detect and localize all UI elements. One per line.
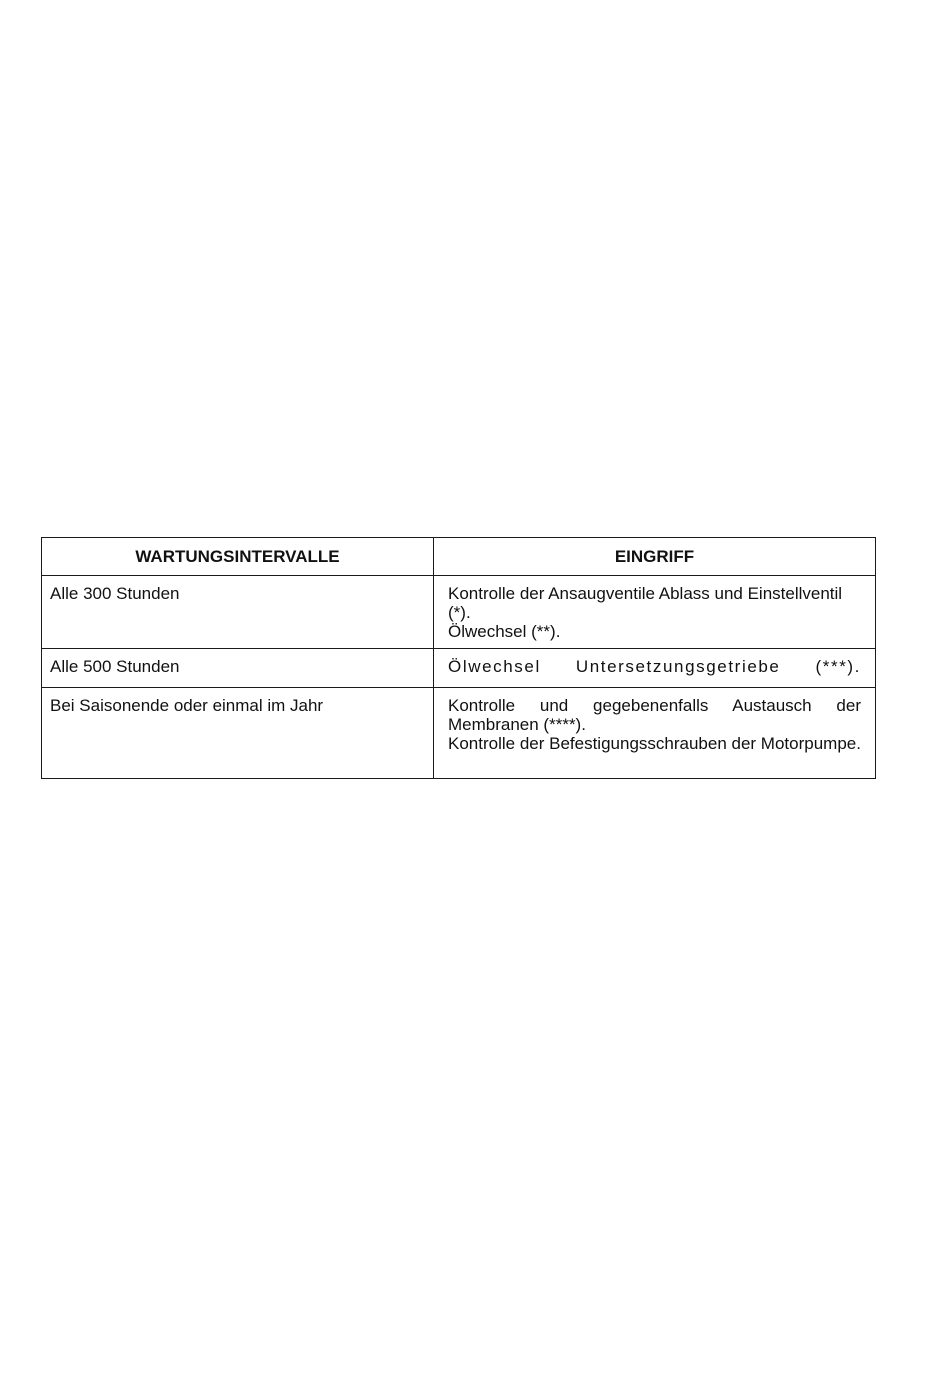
action-line: Ölwechsel (**). xyxy=(448,622,561,641)
header-interval: WARTUNGSINTERVALLE xyxy=(42,538,434,576)
interval-cell: Alle 500 Stunden xyxy=(42,649,434,688)
header-action: EINGRIFF xyxy=(434,538,876,576)
interval-cell: Bei Saisonende oder einmal im Jahr xyxy=(42,688,434,779)
maintenance-table xyxy=(41,537,876,779)
table-row xyxy=(42,649,876,688)
action-cell xyxy=(434,576,876,649)
table-row xyxy=(42,576,876,649)
action-line: Kontrolle der Befestigungsschrauben der Motorpumpe. xyxy=(448,734,861,753)
action-cell xyxy=(434,649,876,688)
action-line: Kontrolle der Ansaugventile Ablass und Einstellventil (*). xyxy=(448,584,843,622)
action-cell xyxy=(434,688,876,779)
table-header-row xyxy=(42,538,876,576)
action-line: Ölwechsel Untersetzungsgetriebe (***). xyxy=(448,657,861,676)
action-line: Kontrolle und gegebenenfalls Austausch der Membranen (****). xyxy=(448,696,861,734)
table-row xyxy=(42,688,876,779)
interval-cell: Alle 300 Stunden xyxy=(42,576,434,649)
